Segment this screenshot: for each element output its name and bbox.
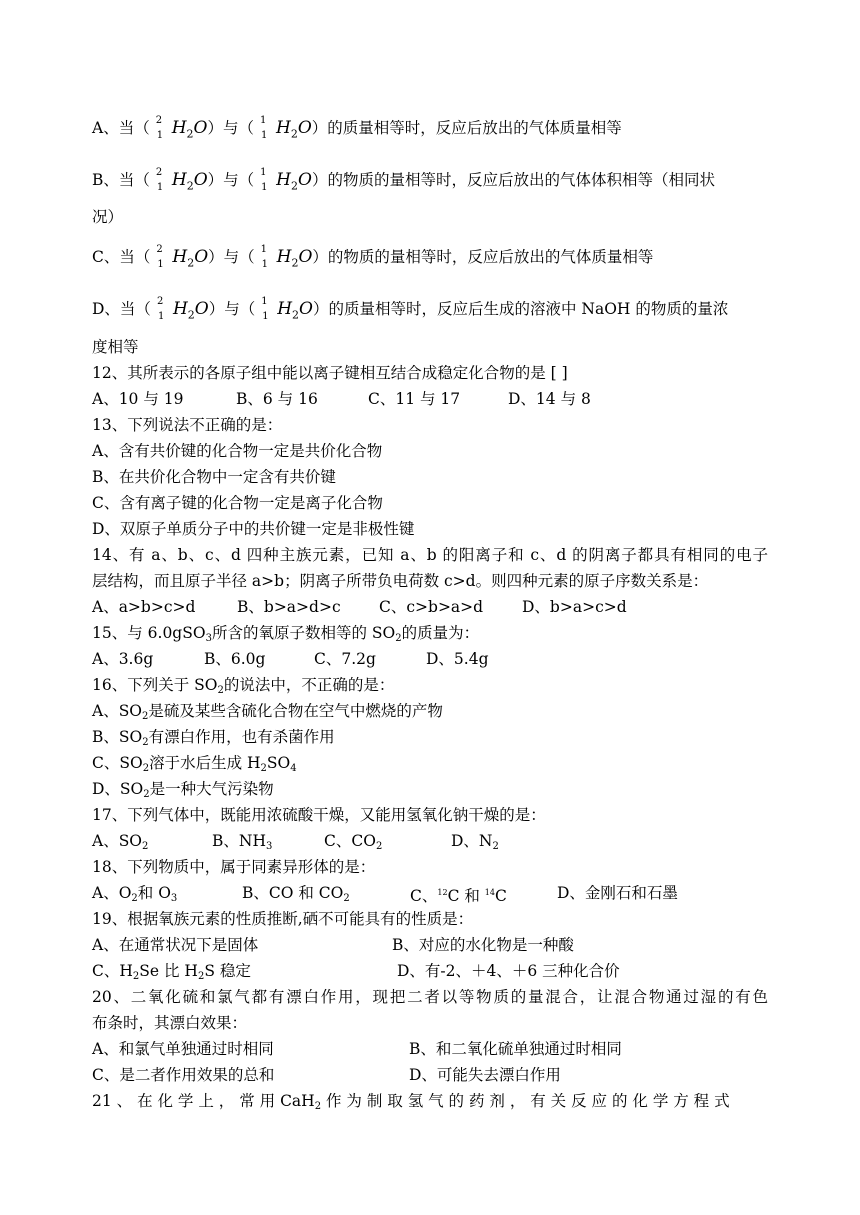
q11-option-d-cont: 度相等 [92, 338, 139, 356]
q19-option-d: D、有-2、＋4、＋6 三种化合价 [397, 962, 620, 980]
q11-option-c: C、当（ 2 1 $H_2O$）与（ 1 1 $H_2O$）的物质的量相等时，反应后放出的气体质量相等 [92, 244, 654, 270]
isotope-mark: 2 1 [156, 296, 165, 322]
q20-stem-line1: 20、二氧化硫和氯气都有漂白作用，现把二者以等物质的量混合，让混合物通过湿的有色 [92, 988, 768, 1006]
q20-option-c: C、是二者作用效果的总和 [92, 1066, 275, 1084]
q15-option-b: B、6.0g [204, 650, 266, 668]
q19-option-a: A、在通常状况下是固体 [92, 936, 259, 954]
q13-stem: 13、下列说法不正确的是： [92, 416, 283, 434]
q11-option-a: A、当（ 2 1 $H_2O$）与（ 1 1 $H_2O$）的质量相等时，反应后放出的气体质量相等 [92, 115, 622, 141]
q19-option-c: C、$H_2Se$ 比 $H_2S$ 稳定 [92, 962, 251, 982]
isotope-mark: 2 1 [155, 167, 164, 193]
q18-option-c: C、$^{12}$C 和 $^{14}$C [410, 887, 507, 905]
q11-option-b: B、当（ 2 1 $H_2O$）与（ 1 1 $H_2O$）的物质的量相等时，反应后放出的气体体积相等（相同状 [92, 167, 715, 193]
formula: $H_2O$ [171, 170, 208, 193]
q15-option-c: C、7.2g [314, 650, 376, 668]
q20-option-d: D、可能失去漂白作用 [409, 1066, 561, 1084]
isotope-mark: 1 1 [260, 244, 269, 270]
formula: $H_2O$ [276, 170, 312, 193]
isotope-mark: 2 1 [156, 244, 164, 270]
formula: $H_2O$ [172, 247, 209, 270]
q20-option-a: A、和氯气单独通过时相同 [92, 1040, 274, 1058]
q13-option-c: C、含有离子键的化合物一定是离子化合物 [92, 494, 383, 512]
q18-option-a: A、$O_2$和 $O_3$ [92, 884, 178, 904]
q17-option-b: B、$NH_3$ [212, 832, 273, 852]
q16-option-d: D、$SO_2$是一种大气污染物 [92, 780, 274, 800]
q13-option-b: B、在共价化合物中一定含有共价键 [92, 468, 336, 486]
option-prefix: A、当（ [92, 119, 150, 137]
isotope-mark: 1 1 [261, 296, 269, 322]
q14-stem-line2: 层结构，而且原子半径 a>b；阴离子所带负电荷数 c>d。则四种元素的原子序数关系是： [92, 572, 709, 590]
q14-option-a: A、a>b>c>d [92, 598, 196, 616]
formula: $H_2O$ [275, 118, 312, 141]
q16-option-a: A、$SO_2$是硫及某些含硫化合物在空气中燃烧的产物 [92, 702, 443, 722]
q17-stem: 17、下列气体中，既能用浓硫酸干燥，又能用氢氧化钠干燥的是： [92, 806, 546, 824]
q16-option-b: B、$SO_2$有漂白作用，也有杀菌作用 [92, 728, 335, 748]
q14-stem-line1: 14、有 a、b、c、d 四种主族元素，已知 a、b 的阳离子和 c、d 的阴离子都具有相同的电子 [92, 546, 768, 564]
q19-option-b: B、对应的水化物是一种酸 [392, 936, 574, 954]
q18-option-d: D、金刚石和石墨 [557, 884, 678, 902]
formula: $H_2O$ [172, 299, 209, 322]
q21-stem: 21 、 在 化 学 上 ， 常 用 CaH$_2$ 作 为 制 取 氢 气 的 药 剂 ， 有 关 反 应 的 化 学 方 程 式 [92, 1092, 730, 1112]
q15-stem: 15、与 6.0gSO$_3$所含的氧原子数相等的 $SO_2$的质量为： [92, 624, 480, 644]
q20-stem-line2: 布条时，其漂白效果： [92, 1014, 248, 1032]
q12-option-c: C、11 与 17 [368, 390, 461, 408]
q18-stem: 18、下列物质中，属于同素异形体的是： [92, 858, 376, 876]
q15-option-d: D、5.4g [426, 650, 489, 668]
q12-option-b: B、6 与 16 [236, 390, 318, 408]
q11-option-d: D、当（ 2 1 $H_2O$）与（ 1 1 $H_2O$）的质量相等时，反应后生成的溶液中 NaOH 的物质的量浓 [92, 296, 729, 322]
q11-option-b-cont: 况） [92, 208, 124, 226]
q14-option-c: C、c>b>a>d [379, 598, 484, 616]
q16-stem: 16、下列关于 $SO_2$的说法中，不正确的是： [92, 676, 395, 696]
isotope-mark: 2 1 [155, 115, 164, 141]
formula: $H_2O$ [276, 247, 313, 270]
q12-stem: 12、其所表示的各原子组中能以离子键相互结合成稳定化合物的是 [ ] [92, 364, 568, 382]
q12-option-a: A、10 与 19 [92, 390, 184, 408]
q14-option-d: D、b>a>c>d [522, 598, 627, 616]
q17-option-c: C、$CO_2$ [324, 832, 383, 852]
q13-option-a: A、含有共价键的化合物一定是共价化合物 [92, 442, 383, 460]
q17-option-d: D、$N_2$ [451, 832, 499, 852]
q15-option-a: A、3.6g [92, 650, 154, 668]
isotope-mark: 1 1 [260, 167, 268, 193]
q13-option-d: D、双原子单质分子中的共价键一定是非极性键 [92, 520, 415, 538]
q18-option-b: B、CO 和 $CO_2$ [242, 884, 350, 904]
q12-option-d: D、14 与 8 [508, 390, 591, 408]
q14-option-b: B、b>a>d>c [237, 598, 341, 616]
q17-option-a: A、$SO_2$ [92, 832, 149, 852]
formula: $H_2O$ [171, 118, 208, 141]
q20-option-b: B、和二氧化硫单独通过时相同 [409, 1040, 622, 1058]
q19-stem: 19、根据氧族元素的性质推断,硒不可能具有的性质是： [92, 910, 474, 928]
isotope-mark: 1 1 [259, 115, 268, 141]
q16-option-c: C、$SO_2$溶于水后生成 $H_2SO_4$ [92, 754, 297, 774]
formula: $H_2O$ [277, 299, 313, 322]
